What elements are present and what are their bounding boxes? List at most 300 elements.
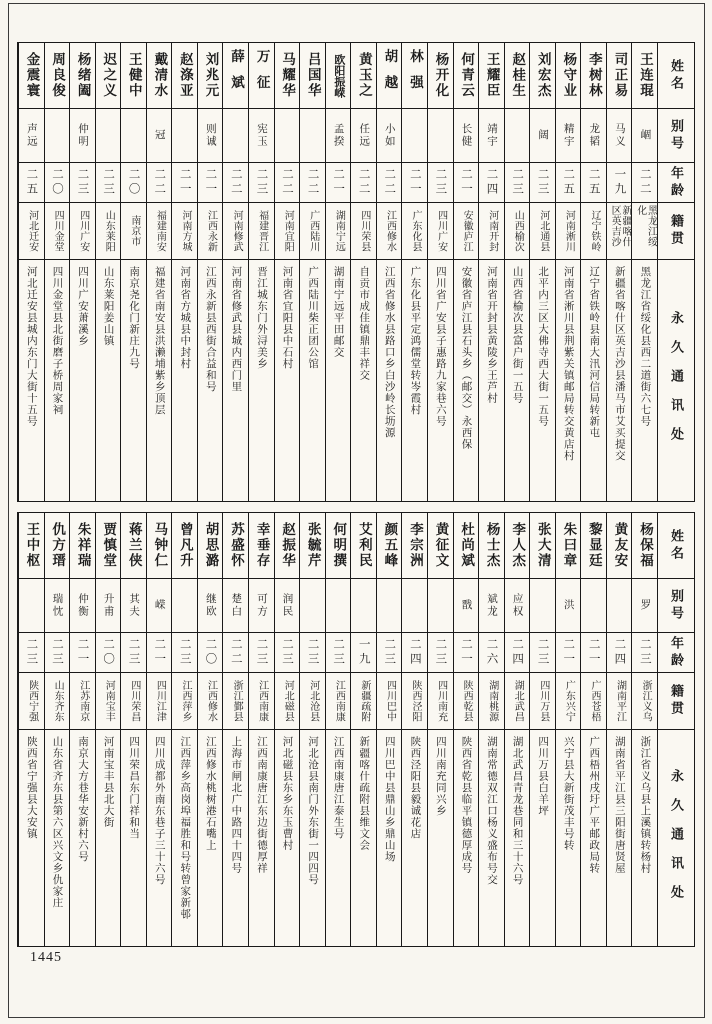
person-alias: 其夫 — [128, 593, 140, 618]
person-age: 二〇 — [204, 638, 217, 667]
person-name: 朱曰章 — [561, 522, 577, 569]
person-column — [376, 43, 402, 501]
person-column — [350, 513, 376, 946]
person-name-cell — [505, 513, 530, 579]
person-alias-cell — [632, 579, 657, 633]
person-name-cell — [479, 513, 504, 579]
person-name: 杨开化 — [433, 52, 449, 99]
person-alias-cell — [556, 579, 581, 633]
person-alias-cell — [581, 579, 606, 633]
person-name: 金震寰 — [24, 52, 40, 99]
person-native-place-cell — [275, 673, 300, 730]
person-native-place-cell — [479, 673, 504, 730]
person-native-place: 江西萍乡 — [179, 680, 191, 722]
person-name-cell — [70, 513, 95, 579]
person-address: 湖北武昌青龙巷同和三十六号 — [511, 736, 523, 886]
person-name: 黎显廷 — [586, 522, 602, 569]
person-alias-cell — [147, 109, 172, 163]
person-native-place-cell — [45, 203, 70, 260]
person-native-place-cell — [172, 203, 197, 260]
row-header-address: 永久通讯处 — [669, 768, 685, 914]
person-age-cell — [556, 163, 581, 203]
person-name-cell — [454, 513, 479, 579]
person-alias-cell — [581, 109, 606, 163]
person-alias-cell — [632, 109, 657, 163]
person-native-place: 湖南宁远 — [333, 210, 345, 252]
person-address: 新疆喀什疏附县维文会 — [358, 736, 370, 851]
person-native-place: 山西榆次 — [512, 210, 524, 252]
person-native-place-cell — [377, 673, 402, 730]
person-column — [274, 43, 300, 501]
person-columns-bottom — [18, 513, 657, 946]
person-column — [401, 43, 427, 501]
person-name-cell — [121, 43, 146, 109]
person-alias-cell — [96, 579, 121, 633]
person-address-cell — [96, 730, 121, 946]
person-address: 河北迁安县城内东门大街十五号 — [25, 266, 37, 427]
person-age-cell — [351, 163, 376, 203]
person-alias-cell — [402, 579, 427, 633]
person-age-cell — [377, 163, 402, 203]
person-alias-cell — [121, 579, 146, 633]
registry-table-bottom — [17, 512, 695, 947]
person-age: 二一 — [587, 638, 600, 667]
person-alias: 龙韬 — [588, 123, 600, 148]
person-alias-cell — [96, 109, 121, 163]
person-age-cell — [530, 163, 555, 203]
person-age-cell — [249, 163, 274, 203]
person-name: 王耀臣 — [484, 52, 500, 99]
person-native-place: 广西陆川 — [307, 210, 319, 252]
person-native-place: 四川广安 — [435, 210, 447, 252]
person-name: 胡思潞 — [203, 522, 219, 569]
person-name: 张毓芹 — [305, 522, 321, 569]
person-address-cell — [19, 260, 44, 501]
person-native-place: 四川金堂 — [52, 210, 64, 252]
person-name: 欧阳振嵘 — [332, 53, 345, 98]
person-age-cell — [19, 633, 44, 673]
person-alias-cell — [275, 109, 300, 163]
person-native-place: 陕西泾阳 — [410, 680, 422, 722]
person-alias-cell — [172, 109, 197, 163]
person-native-place-cell — [249, 203, 274, 260]
person-age: 二〇 — [127, 168, 140, 197]
person-address-cell — [402, 260, 427, 501]
person-column — [299, 43, 325, 501]
person-alias-cell — [121, 109, 146, 163]
person-address: 福建省南安县洪濑埔紫乡顶层 — [153, 266, 165, 416]
person-name: 苏盛怀 — [229, 522, 244, 569]
person-name: 李人杰 — [510, 522, 526, 569]
person-alias-cell — [402, 109, 427, 163]
person-age-cell — [632, 163, 657, 203]
person-native-place-cell — [581, 203, 606, 260]
person-name-cell — [300, 513, 325, 579]
person-alias-cell — [428, 109, 453, 163]
person-name: 赵桂生 — [510, 52, 526, 99]
person-age-cell — [581, 633, 606, 673]
person-column — [580, 43, 606, 501]
person-address-cell — [249, 730, 274, 946]
person-age-cell — [172, 163, 197, 203]
person-alias: 仲明 — [77, 123, 88, 148]
person-native-place: 黑龙江绥化 — [634, 205, 657, 247]
person-column — [504, 513, 530, 946]
person-name: 幸垂存 — [254, 522, 270, 569]
person-column — [453, 43, 479, 501]
person-age-cell — [402, 163, 427, 203]
person-native-place: 江西南康 — [333, 680, 345, 722]
person-native-place-cell — [96, 673, 121, 730]
person-native-place-cell — [70, 673, 95, 730]
person-age-cell — [632, 633, 657, 673]
person-name-cell — [581, 43, 606, 109]
person-native-place: 河北沧县 — [307, 680, 319, 722]
person-address-cell — [96, 260, 121, 501]
person-address: 湖南宁远平田邮交 — [332, 266, 344, 358]
person-address: 上海市闸北广中路四十四号 — [230, 736, 242, 874]
person-address-cell — [428, 260, 453, 501]
person-name-cell — [198, 43, 223, 109]
person-native-place: 四川南充 — [435, 680, 447, 722]
person-age: 二三 — [281, 638, 294, 667]
person-age: 二三 — [255, 168, 268, 197]
person-address-cell — [300, 730, 325, 946]
person-age: 二一 — [178, 168, 191, 197]
person-name: 颜五峰 — [382, 522, 398, 569]
person-age-cell — [530, 633, 555, 673]
person-age: 二一 — [459, 168, 472, 197]
person-age: 二一 — [204, 168, 217, 197]
person-address-cell — [581, 730, 606, 946]
person-native-place-cell — [121, 203, 146, 260]
person-name: 林强 — [407, 49, 423, 102]
person-age-cell — [377, 633, 402, 673]
person-name-cell — [326, 43, 351, 109]
person-address-cell — [326, 730, 351, 946]
person-address-cell — [454, 730, 479, 946]
person-native-place: 四川荣县 — [358, 210, 370, 252]
person-name-cell — [351, 513, 376, 579]
person-age-cell — [479, 633, 504, 673]
person-column — [197, 43, 223, 501]
person-alias-cell — [19, 109, 44, 163]
person-name: 何明撰 — [331, 522, 347, 569]
person-name: 戴清水 — [152, 52, 168, 99]
person-name-cell — [19, 513, 44, 579]
person-address-cell — [147, 260, 172, 501]
row-header-address: 永久通讯处 — [669, 311, 685, 456]
person-native-place-cell — [402, 203, 427, 260]
registry-table-top — [17, 42, 695, 502]
person-alias-cell — [377, 579, 402, 633]
person-age: 二三 — [102, 168, 115, 197]
person-alias-cell — [530, 579, 555, 633]
person-column — [401, 513, 427, 946]
person-age-cell — [275, 163, 300, 203]
person-alias-cell — [377, 109, 402, 163]
person-name-cell — [581, 513, 606, 579]
person-name: 赵振华 — [280, 522, 296, 569]
person-native-place: 山东齐东 — [52, 680, 64, 722]
person-address: 黑龙江省绥化县西二道街六七号 — [639, 266, 651, 427]
person-native-place-cell — [351, 673, 376, 730]
person-native-place: 福建南安 — [154, 210, 166, 252]
person-column — [606, 43, 632, 501]
person-native-place-cell — [223, 203, 248, 260]
person-native-place-cell — [121, 673, 146, 730]
person-column — [631, 513, 657, 946]
person-alias: 崓 — [639, 129, 651, 142]
person-age: 二一 — [76, 638, 89, 667]
person-column — [580, 513, 606, 946]
person-columns-top — [18, 43, 657, 501]
person-age-cell — [428, 163, 453, 203]
person-alias: 应权 — [511, 593, 523, 618]
person-name-cell — [632, 513, 657, 579]
person-name-cell — [607, 43, 632, 109]
person-address: 四川金堂县北街磨子桥周家祠 — [51, 266, 63, 416]
person-column — [18, 513, 44, 946]
person-address: 江西南康唐江东边街德厚祥 — [255, 736, 267, 874]
person-address: 自贡市成佳镇鼎丰祥交 — [358, 266, 370, 381]
person-address-cell — [223, 730, 248, 946]
person-column — [146, 513, 172, 946]
person-alias-cell — [607, 579, 632, 633]
person-address-cell — [249, 260, 274, 501]
person-alias-cell — [45, 579, 70, 633]
page-number: 1445 — [30, 950, 62, 965]
person-name: 马耀华 — [280, 52, 296, 99]
person-alias: 长健 — [460, 123, 472, 148]
person-alias-cell — [300, 109, 325, 163]
person-alias: 润民 — [281, 593, 293, 618]
person-native-place-cell — [19, 673, 44, 730]
person-column — [171, 513, 197, 946]
person-alias-cell — [198, 109, 223, 163]
person-alias: 斌龙 — [486, 593, 497, 618]
person-address: 辽宁省铁岭县南大汛河信局转新屯 — [588, 266, 600, 439]
person-age-cell — [326, 163, 351, 203]
person-address-cell — [70, 260, 95, 501]
person-age: 二二 — [357, 168, 370, 197]
person-native-place-cell — [505, 673, 530, 730]
person-native-place-cell — [377, 203, 402, 260]
person-alias: 精宇 — [562, 123, 574, 148]
person-age-cell — [172, 633, 197, 673]
person-address-cell — [607, 730, 632, 946]
person-native-place: 江西南康 — [256, 680, 268, 722]
person-native-place: 陕西宁强 — [26, 680, 38, 722]
person-address-cell — [581, 260, 606, 501]
person-age-cell — [198, 163, 223, 203]
person-alias: 任远 — [358, 123, 370, 148]
person-alias-cell — [454, 109, 479, 163]
person-address: 河南省淅川县荆紫关镇邮局转交黄店村 — [562, 266, 574, 462]
person-age-cell — [223, 163, 248, 203]
person-native-place: 江苏南京 — [77, 680, 89, 722]
person-native-place: 四川万县 — [537, 680, 549, 722]
person-name-cell — [96, 43, 121, 109]
person-name: 杨士杰 — [484, 522, 500, 569]
person-column — [197, 513, 223, 946]
person-alias-cell — [556, 109, 581, 163]
person-age-cell — [198, 633, 223, 673]
person-name-cell — [147, 43, 172, 109]
person-address: 河北沧县南门外东街一四四号 — [307, 736, 319, 886]
person-name-cell — [223, 43, 248, 109]
person-native-place-cell — [300, 673, 325, 730]
person-address: 江西南康唐江泰生号 — [332, 736, 344, 840]
person-name: 杨保福 — [638, 522, 653, 569]
person-native-place-cell — [581, 673, 606, 730]
person-name-cell — [147, 513, 172, 579]
person-address: 河南省宜阳县中石村 — [281, 266, 293, 370]
person-age: 二二 — [229, 168, 242, 197]
person-alias-cell — [300, 579, 325, 633]
person-address-cell — [223, 260, 248, 501]
person-native-place: 新疆疏附 — [358, 680, 370, 722]
person-age-cell — [96, 163, 121, 203]
person-native-place-cell — [198, 673, 223, 730]
person-column — [248, 513, 274, 946]
person-column — [427, 43, 453, 501]
person-address-cell — [198, 730, 223, 946]
person-age-cell — [428, 633, 453, 673]
person-name-cell — [45, 43, 70, 109]
person-address-cell — [428, 730, 453, 946]
person-name: 王连琨 — [638, 52, 653, 99]
person-alias-cell — [223, 579, 248, 633]
person-column — [274, 513, 300, 946]
person-address: 四川荣昌东门祥和当 — [128, 736, 140, 840]
person-native-place-cell — [607, 203, 632, 260]
person-native-place: 河南开封 — [486, 210, 498, 252]
person-native-place-cell — [607, 673, 632, 730]
person-age-cell — [45, 163, 70, 203]
person-alias-cell — [326, 579, 351, 633]
person-age: 二三 — [536, 168, 549, 197]
row-header-alias: 别号 — [658, 579, 694, 633]
person-age-cell — [249, 633, 274, 673]
person-column — [222, 43, 248, 501]
person-name-cell — [556, 43, 581, 109]
person-native-place-cell — [326, 203, 351, 260]
person-age: 二三 — [306, 638, 319, 667]
person-name: 蒋兰侠 — [126, 522, 142, 569]
person-name-cell — [505, 43, 530, 109]
person-age: 二三 — [511, 168, 524, 197]
person-native-place: 河北磁县 — [282, 680, 294, 722]
person-name: 司正易 — [612, 52, 628, 99]
person-name-cell — [402, 43, 427, 109]
person-alias-cell — [70, 109, 95, 163]
person-native-place-cell — [96, 203, 121, 260]
person-alias: 孟揆 — [332, 123, 344, 148]
person-name: 贾慎堂 — [101, 522, 117, 569]
person-age: 二一 — [153, 638, 166, 667]
person-age: 二三 — [178, 638, 191, 667]
person-column — [95, 43, 121, 501]
person-native-place: 四川江津 — [154, 680, 166, 722]
person-native-place-cell — [198, 203, 223, 260]
person-address-cell — [300, 260, 325, 501]
person-column — [299, 513, 325, 946]
row-header-alias: 别号 — [658, 109, 694, 163]
person-address: 山东省齐东县第六区兴文乡仇家庄 — [51, 736, 63, 909]
person-address-cell — [530, 260, 555, 501]
person-address: 陕西泾阳县毅诚花店 — [409, 736, 421, 840]
row-header-name: 姓名 — [658, 513, 694, 579]
person-native-place: 广西苍梧 — [588, 680, 600, 722]
person-name: 黄友安 — [612, 522, 628, 569]
person-alias-cell — [172, 579, 197, 633]
person-address-cell — [377, 730, 402, 946]
person-age-cell — [556, 633, 581, 673]
person-address-cell — [632, 260, 657, 501]
person-name-cell — [19, 43, 44, 109]
person-native-place: 江西永新 — [205, 210, 217, 252]
person-alias: 小如 — [383, 123, 395, 148]
person-age-cell — [505, 163, 530, 203]
person-native-place-cell — [70, 203, 95, 260]
person-address: 晋江城东门外浔美乡 — [255, 266, 267, 370]
person-native-place: 陕西乾县 — [461, 680, 473, 722]
person-native-place-cell — [351, 203, 376, 260]
person-native-place-cell — [147, 673, 172, 730]
person-alias: 继欧 — [204, 593, 216, 618]
person-alias: 靖宇 — [486, 123, 497, 148]
person-native-place-cell — [632, 673, 657, 730]
person-age-cell — [121, 633, 146, 673]
person-native-place: 河北通县 — [537, 210, 549, 252]
person-native-place-cell — [454, 203, 479, 260]
person-age-cell — [147, 633, 172, 673]
person-alias-cell — [479, 579, 504, 633]
person-native-place: 四川巴中 — [384, 680, 396, 722]
person-column — [606, 513, 632, 946]
person-address: 江西修水桃树港石嘴上 — [204, 736, 216, 851]
person-alias: 罗 — [639, 599, 651, 612]
person-age: 二四 — [511, 638, 524, 667]
person-age-cell — [607, 633, 632, 673]
person-age: 二三 — [127, 638, 140, 667]
person-address-cell — [19, 730, 44, 946]
person-name: 朱祥瑞 — [75, 522, 91, 569]
person-name-cell — [172, 43, 197, 109]
person-alias-cell — [70, 579, 95, 633]
person-native-place: 南京市 — [128, 215, 140, 247]
person-age: 二三 — [332, 638, 345, 667]
person-alias: 升甫 — [102, 593, 114, 618]
person-address-cell — [121, 260, 146, 501]
person-alias-cell — [428, 579, 453, 633]
person-address-cell — [275, 260, 300, 501]
person-native-place: 四川广安 — [77, 210, 89, 252]
person-age: 二二 — [638, 168, 651, 197]
person-age: 二三 — [638, 638, 651, 667]
person-address-cell — [147, 730, 172, 946]
person-name: 仇方瑨 — [50, 522, 66, 569]
person-native-place: 江西修水 — [384, 210, 396, 252]
person-column — [555, 43, 581, 501]
person-address-cell — [632, 730, 657, 946]
person-native-place: 辽宁铁岭 — [588, 210, 600, 252]
person-alias-cell — [351, 579, 376, 633]
row-header-column-bottom — [657, 513, 694, 946]
person-alias: 马义 — [613, 123, 625, 148]
person-column — [171, 43, 197, 501]
